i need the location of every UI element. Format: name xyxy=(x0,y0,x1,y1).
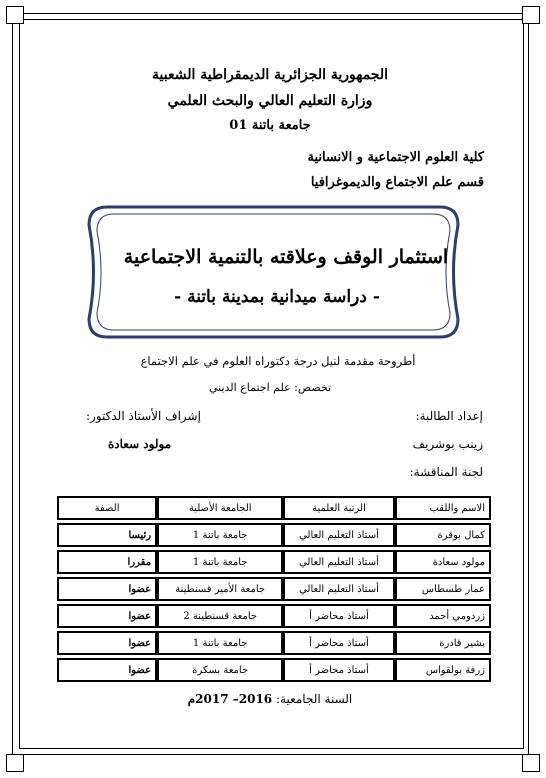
title-frame xyxy=(87,205,460,339)
member-role: مقررا xyxy=(57,550,157,574)
member-rank: أستاذ محاضر أ xyxy=(283,658,394,682)
faculty-name: كلية العلوم الاجتماعية و الانسانية xyxy=(307,150,484,165)
member-university: جامعة الأمير قسنطينة xyxy=(157,577,283,601)
corner-ornament xyxy=(6,6,24,24)
member-role: عضوا xyxy=(57,604,157,628)
member-role: عضوا xyxy=(57,631,157,655)
header-rank: الرتبة العلمية xyxy=(283,496,394,520)
academic-year xyxy=(188,692,353,706)
thesis-description: أطروحة مقدمة لنيل درجة دكتوراه العلوم في علم الاجتماع xyxy=(140,354,416,368)
member-name: مولود سعادة xyxy=(395,550,491,574)
header-name: الاسم واللقب xyxy=(395,496,491,520)
table-row xyxy=(57,631,491,655)
corner-ornament xyxy=(522,6,540,24)
table-row xyxy=(57,604,491,628)
member-rank: أستاذ التعليم العالي xyxy=(283,550,394,574)
prepared-by-label: إعداد الطالبة: xyxy=(415,409,483,423)
member-rank: أستاذ التعليم العالي xyxy=(283,577,394,601)
header-role: الصفة xyxy=(57,496,157,520)
specialty: تخصص: علم اجتماع الديني xyxy=(208,381,332,394)
member-rank: أستاذ التعليم العالي xyxy=(283,523,394,547)
department-name: قسم علم الاجتماع والديموغرافيا xyxy=(310,175,484,190)
republic-name: الجمهورية الجزائرية الديمقراطية الشعبية xyxy=(151,67,389,83)
thesis-title: استثمار الوقف وعلاقته بالتنمية الاجتماعية xyxy=(123,246,449,268)
university-name: جامعة باتنة 01 xyxy=(229,118,311,133)
table-header-row xyxy=(57,496,491,520)
member-university: جامعة قسنطينة 2 xyxy=(157,604,283,628)
student-name: زينب بوشريف xyxy=(412,437,483,451)
member-role: عضوا xyxy=(57,577,157,601)
member-university: جامعة بسكرة xyxy=(157,658,283,682)
table-row xyxy=(57,550,491,574)
member-university: جامعة باتنة 1 xyxy=(157,550,283,574)
corner-ornament xyxy=(522,754,540,772)
member-name: زردومي أحمد xyxy=(395,604,491,628)
committee-label: لجنة المناقشة: xyxy=(409,465,483,479)
member-rank: أستاذ محاضر أ xyxy=(283,604,394,628)
member-role: رئيسا xyxy=(57,523,157,547)
table-row xyxy=(57,523,491,547)
member-name: زرفة بولقواس xyxy=(395,658,491,682)
supervisor-name: مولود سعادة xyxy=(108,437,172,451)
member-name: عمار طسطاس xyxy=(395,577,491,601)
supervisor-label: إشراف الأستاذ الدكتور: xyxy=(86,409,201,423)
table-row xyxy=(57,577,491,601)
member-role: عضوا xyxy=(57,658,157,682)
header-university: الجامعة الأصلية xyxy=(157,496,283,520)
corner-ornament xyxy=(6,754,24,772)
member-university: جامعة باتنة 1 xyxy=(157,523,283,547)
committee-table xyxy=(57,493,491,685)
member-university: جامعة باتنة 1 xyxy=(157,631,283,655)
thesis-subtitle: - دراسة ميدانية بمدينة باتنة - xyxy=(174,287,380,307)
member-name: كمال بوقرة xyxy=(395,523,491,547)
academic-year-label: السنة الجامعية: xyxy=(275,692,353,706)
academic-year-value: 2016– 2017م xyxy=(187,692,273,706)
member-name: بشير قادرة xyxy=(395,631,491,655)
ministry-name: وزارة التعليم العالي والبحث العلمي xyxy=(167,93,373,109)
table-row xyxy=(57,658,491,682)
member-rank: أستاذ محاضر أ xyxy=(283,631,394,655)
